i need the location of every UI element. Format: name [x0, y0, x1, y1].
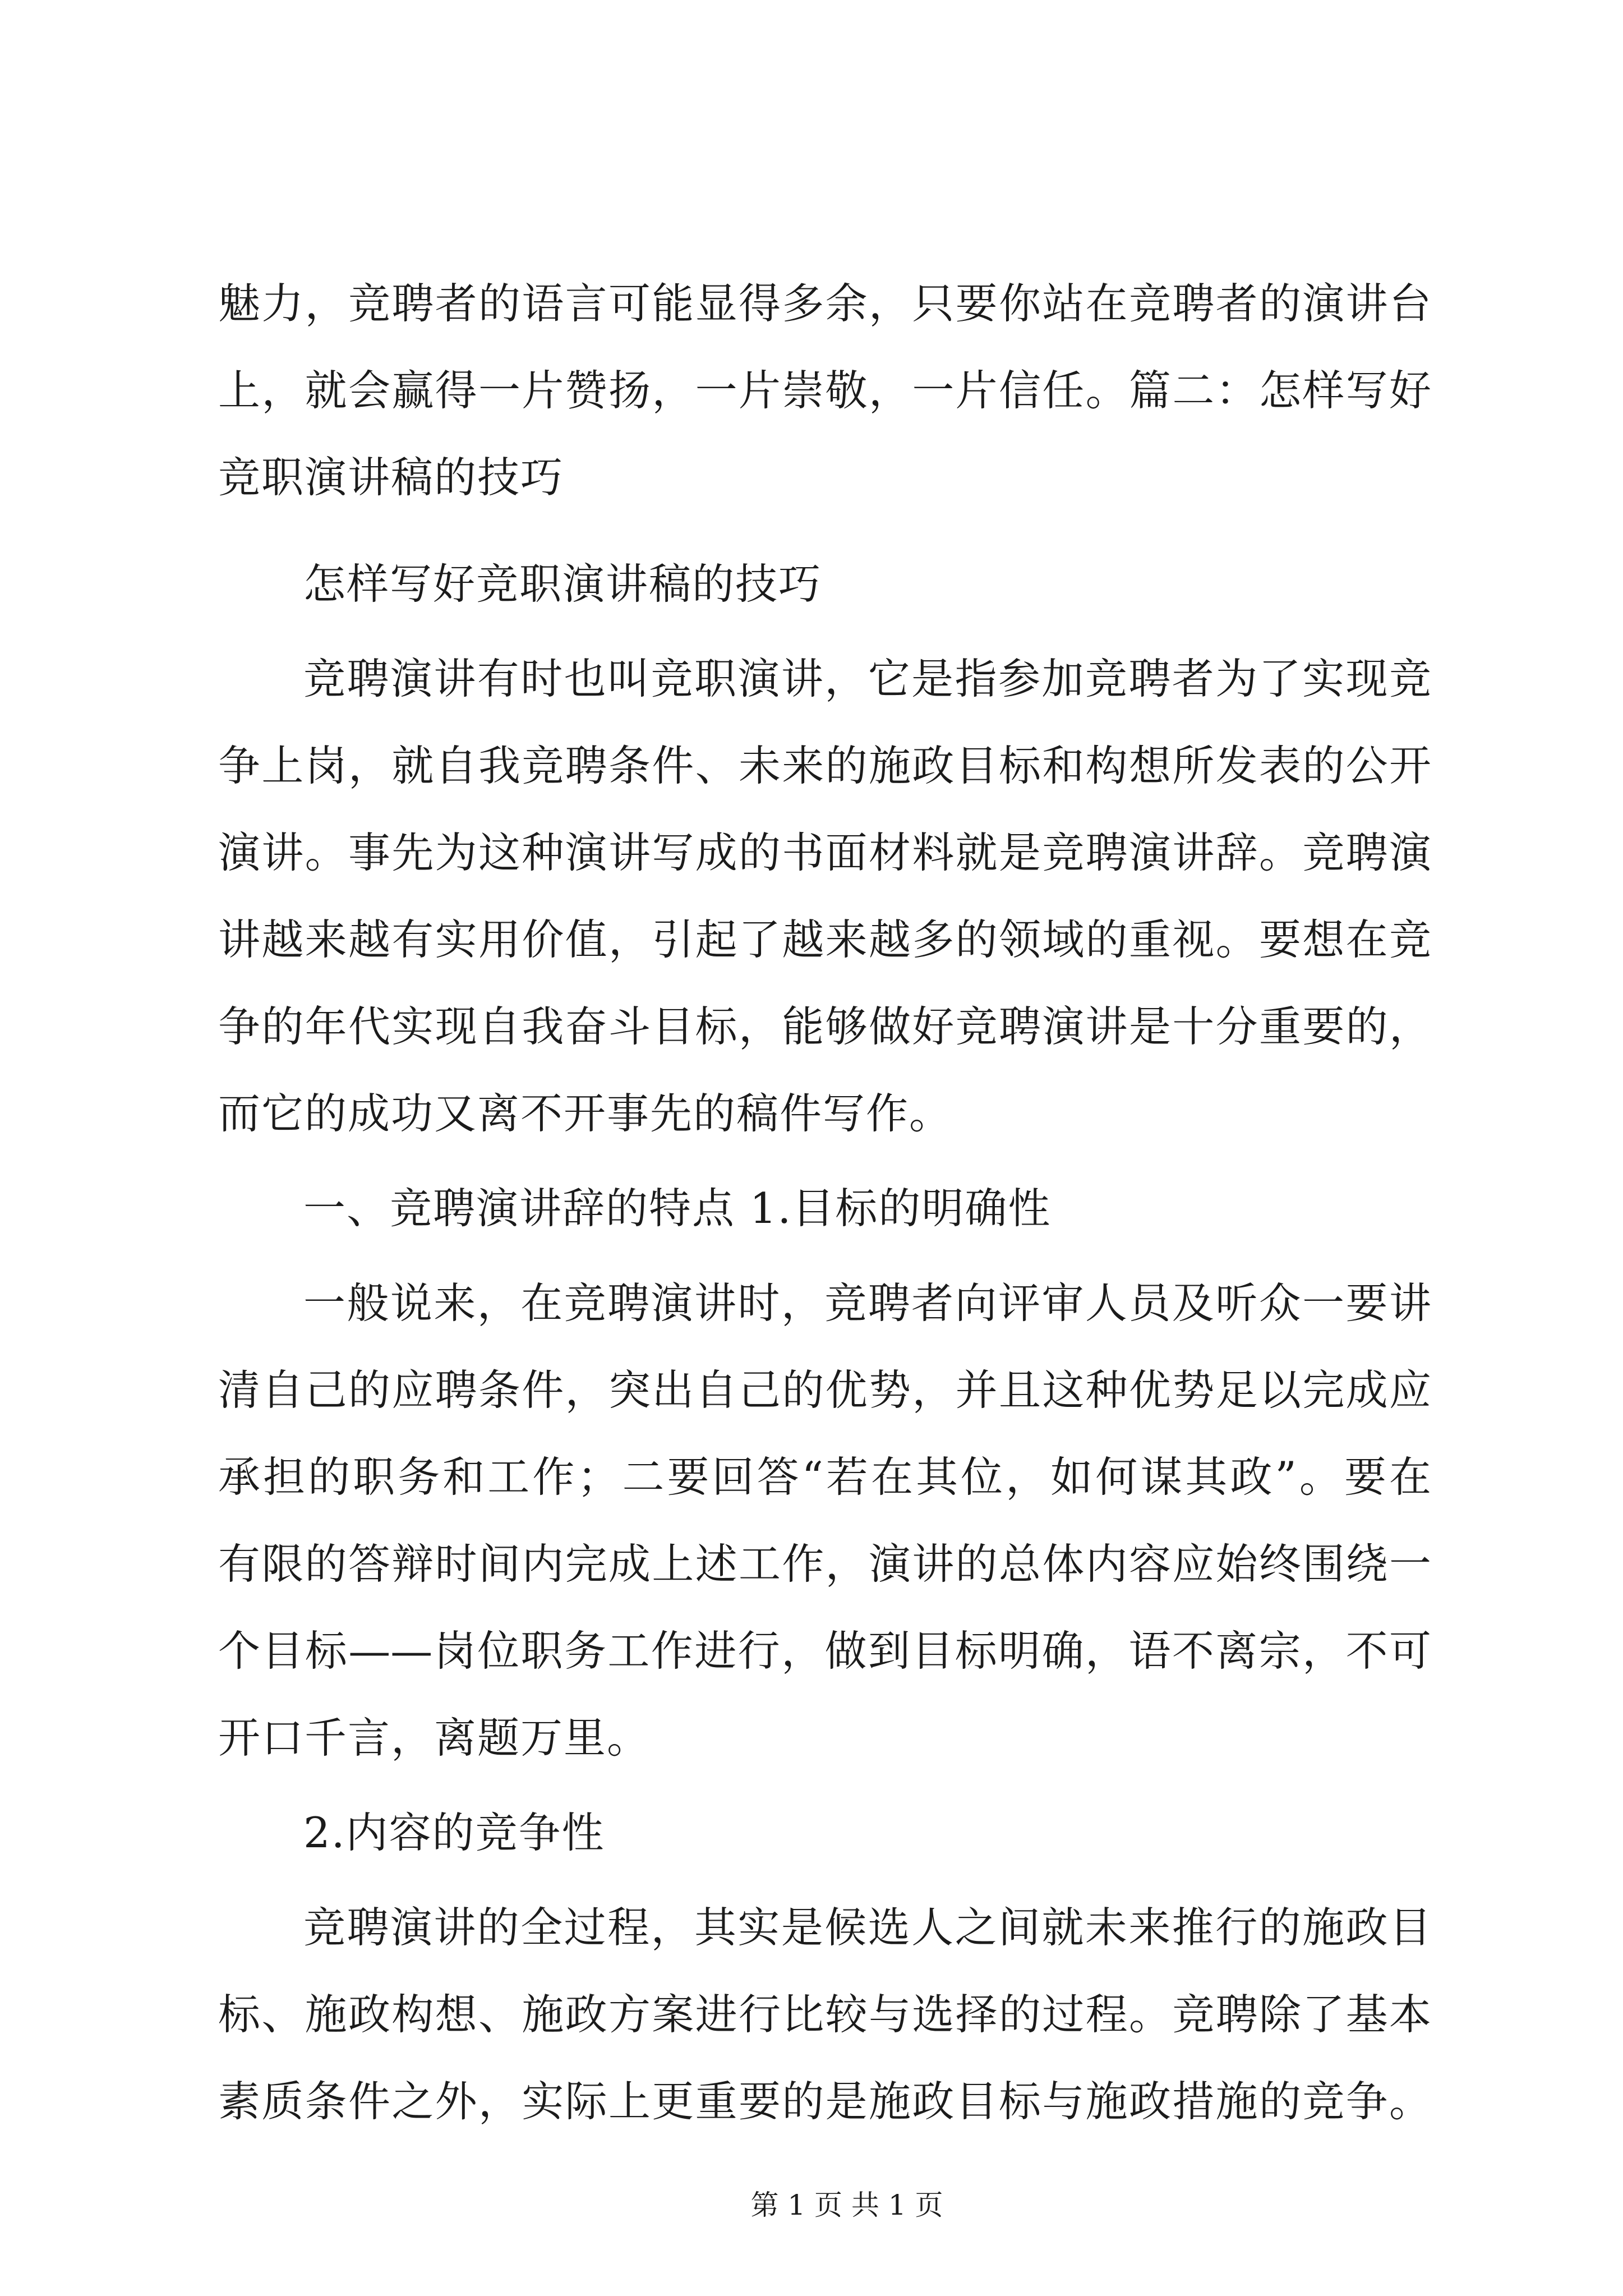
text-line: 争上岗，就自我竞聘条件、未来的施政目标和构想所发表的公开 — [218, 741, 1431, 790]
article-title — [218, 541, 1431, 628]
text-line: 一般说来，在竞聘演讲时，竞聘者向评审人员及听众一要讲 — [303, 1278, 1431, 1328]
body-text — [218, 260, 1431, 2145]
section-heading-line: 一、竞聘演讲辞的特点 1.目标的明确性 — [303, 1184, 1052, 1233]
page-footer — [673, 2187, 1021, 2224]
text-line: 上，就会赢得一片赞扬，一片崇敬，一片信任。篇二：怎样写好 — [218, 366, 1431, 415]
text-line: 承担的职务和工作；二要回答“若在其位，如何谋其政”。要在 — [218, 1452, 1431, 1502]
text-line: 素质条件之外，实际上更重要的是施政目标与施政措施的竞争。 — [218, 2077, 1431, 2126]
text-line: 争的年代实现自我奋斗目标，能够做好竞聘演讲是十分重要的， — [218, 1002, 1431, 1051]
paragraph — [218, 1260, 1431, 1782]
subsection-heading-line: 2.内容的竞争性 — [303, 1808, 605, 1857]
text-line: 演讲。事先为这种演讲写成的书面材料就是竞聘演讲辞。竞聘演 — [218, 828, 1431, 877]
text-line: 而它的成功又离不开事先的稿件写作。 — [218, 1089, 953, 1138]
page-number-label: 第 1 页 共 1 页 — [750, 2189, 943, 2221]
article-title-line: 怎样写好竞职演讲稿的技巧 — [303, 559, 822, 609]
paragraph — [218, 1884, 1431, 2145]
text-line: 标、施政构想、施政方案进行比较与选择的过程。竞聘除了基本 — [218, 1990, 1431, 2039]
text-line: 有限的答辩时间内完成上述工作，演讲的总体内容应始终围绕一 — [218, 1539, 1431, 1589]
text-line: 个目标——岗位职务工作进行，做到目标明确，语不离宗，不可 — [218, 1626, 1431, 1676]
text-line: 竞职演讲稿的技巧 — [218, 453, 564, 502]
paragraph-continued — [218, 260, 1431, 521]
text-line: 竞聘演讲的全过程，其实是候选人之间就未来推行的施政目 — [303, 1903, 1431, 1952]
paragraph — [218, 636, 1431, 1157]
text-line: 讲越来越有实用价值，引起了越来越多的领域的重视。要想在竞 — [218, 915, 1431, 964]
section-heading — [218, 1165, 1431, 1252]
text-line: 竞聘演讲有时也叫竞职演讲，它是指参加竞聘者为了实现竞 — [303, 654, 1431, 703]
text-line: 清自己的应聘条件，突出自己的优势，并且这种优势足以完成应 — [218, 1365, 1431, 1415]
text-line: 开口千言，离题万里。 — [218, 1713, 651, 1763]
subsection-heading — [218, 1789, 1431, 1876]
text-line: 魅力，竞聘者的语言可能显得多余，只要你站在竞聘者的演讲台 — [218, 279, 1431, 328]
